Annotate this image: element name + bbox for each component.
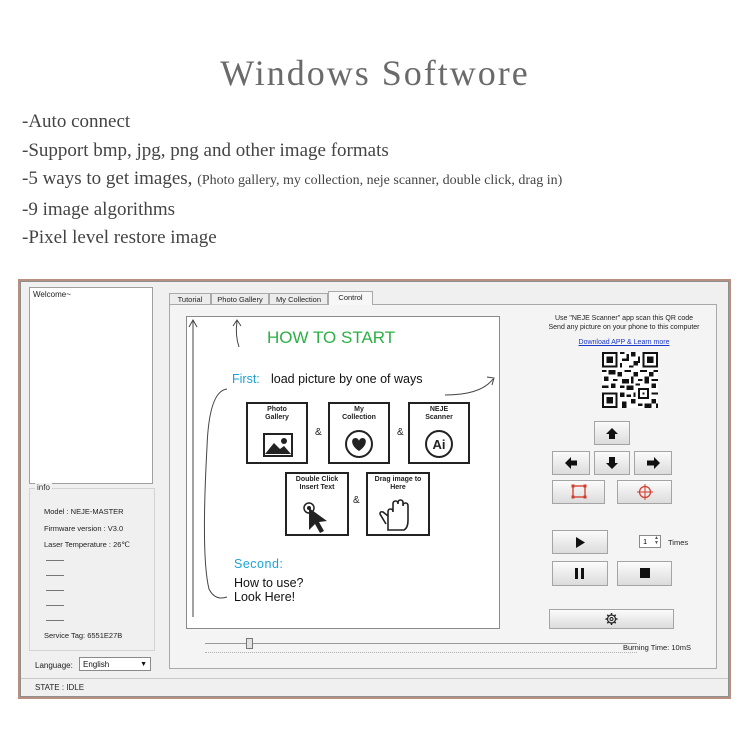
feature-list: [22, 108, 562, 253]
how-to-use-text: How to use? Look Here!: [234, 576, 304, 604]
spinner-arrows-icon: ▲ ▼: [654, 535, 659, 546]
cursor-icon: [287, 474, 347, 534]
qr-code: [602, 352, 658, 408]
laser-temp-text: Laser Temperature : 26℃: [44, 540, 130, 549]
ampersand: &: [397, 427, 404, 438]
slider-track: [205, 643, 637, 644]
info-placeholder-dash: [46, 620, 64, 621]
card-photo-gallery: Photo Gallery: [246, 402, 308, 464]
ampersand: &: [353, 495, 360, 506]
svg-text:Ai: Ai: [432, 437, 446, 452]
tab-photo-gallery[interactable]: Photo Gallery: [211, 293, 269, 304]
log-panel[interactable]: Welcome~: [29, 287, 153, 484]
card-double-click: Double Click Insert Text: [285, 472, 349, 536]
pause-icon: [553, 562, 607, 585]
ampersand: &: [315, 427, 322, 438]
settings-button[interactable]: [549, 609, 674, 629]
qr-instruction-2: Send any picture on your phone to this computer: [548, 324, 700, 331]
service-tag-text: Service Tag: 6551E27B: [44, 631, 123, 640]
feature-item: -5 ways to get images, (Photo gallery, my collection, neje scanner, double click, drag in): [22, 168, 563, 189]
move-right-button[interactable]: [634, 451, 672, 475]
language-label: Language:: [35, 661, 73, 670]
gear-icon: [550, 610, 673, 628]
second-label: Second:: [234, 557, 284, 571]
move-up-button[interactable]: [594, 421, 630, 445]
move-left-button[interactable]: [552, 451, 590, 475]
first-label: First:: [232, 372, 260, 386]
info-placeholder-dash: [46, 575, 64, 576]
info-box: [29, 483, 155, 651]
heart-icon: [330, 404, 388, 462]
stop-button[interactable]: [617, 561, 672, 586]
times-label: Times: [668, 538, 689, 547]
hero-title: Windows Softwore: [220, 53, 530, 93]
model-text: Model : NEJE-MASTER: [44, 507, 124, 516]
frame-icon: [553, 481, 604, 503]
image-canvas[interactable]: [186, 316, 500, 629]
pause-button[interactable]: [552, 561, 608, 586]
info-placeholder-dash: [46, 560, 64, 561]
ai-icon: [410, 404, 468, 462]
feature-item: -9 image algorithms: [22, 198, 176, 220]
info-placeholder-dash: [46, 605, 64, 606]
crosshair-icon: [618, 481, 671, 503]
feature-item: -Auto connect: [22, 111, 131, 132]
qr-instruction-1: Use "NEJE Scanner" app scan this QR code: [554, 315, 694, 322]
start-button[interactable]: [552, 530, 608, 554]
times-value: 1: [643, 537, 648, 546]
feature-note: (Photo gallery, my collection, neje scanner, double click, drag in): [197, 173, 563, 188]
arrow-right-icon: [635, 452, 671, 474]
status-bar: [21, 678, 728, 697]
burning-time-slider[interactable]: [246, 638, 253, 649]
chevron-down-icon: ▼: [140, 661, 147, 668]
burning-time-text: Burning Time: 10mS: [623, 643, 691, 652]
info-placeholder-dash: [46, 590, 64, 591]
first-text: load picture by one of ways: [271, 372, 423, 386]
play-icon: [553, 531, 607, 553]
language-value: English: [83, 660, 110, 669]
status-text: STATE : IDLE: [35, 683, 85, 692]
preview-frame-button[interactable]: [552, 480, 605, 504]
feature-item: -Pixel level restore image: [22, 227, 217, 248]
language-select[interactable]: [79, 657, 151, 671]
card-neje-scanner: NEJE Scanner Ai: [408, 402, 470, 464]
tab-control[interactable]: Control: [328, 291, 373, 305]
stop-icon: [618, 562, 671, 585]
arrow-left-icon: [553, 452, 589, 474]
arrow-up-icon: [595, 422, 629, 444]
arrow-down-icon: [595, 452, 629, 474]
image-icon: [248, 404, 306, 462]
card-drag-image: Drag image to Here: [366, 472, 430, 536]
hand-icon: [368, 474, 428, 534]
firmware-text: Firmware version : V3.0: [44, 524, 124, 533]
times-spinner[interactable]: [639, 535, 661, 548]
info-legend: info: [37, 483, 50, 492]
download-app-link[interactable]: Download APP & Learn more: [578, 339, 670, 346]
tab-my-collection[interactable]: My Collection: [269, 293, 328, 304]
how-to-start-heading: HOW TO START: [267, 328, 396, 347]
app-window: [20, 281, 729, 697]
tab-tutorial[interactable]: Tutorial: [169, 293, 211, 304]
slider-ticks: [205, 652, 637, 653]
move-down-button[interactable]: [594, 451, 630, 475]
center-position-button[interactable]: [617, 480, 672, 504]
feature-item: -Support bmp, jpg, png and other image formats: [22, 139, 389, 161]
card-my-collection: My Collection: [328, 402, 390, 464]
